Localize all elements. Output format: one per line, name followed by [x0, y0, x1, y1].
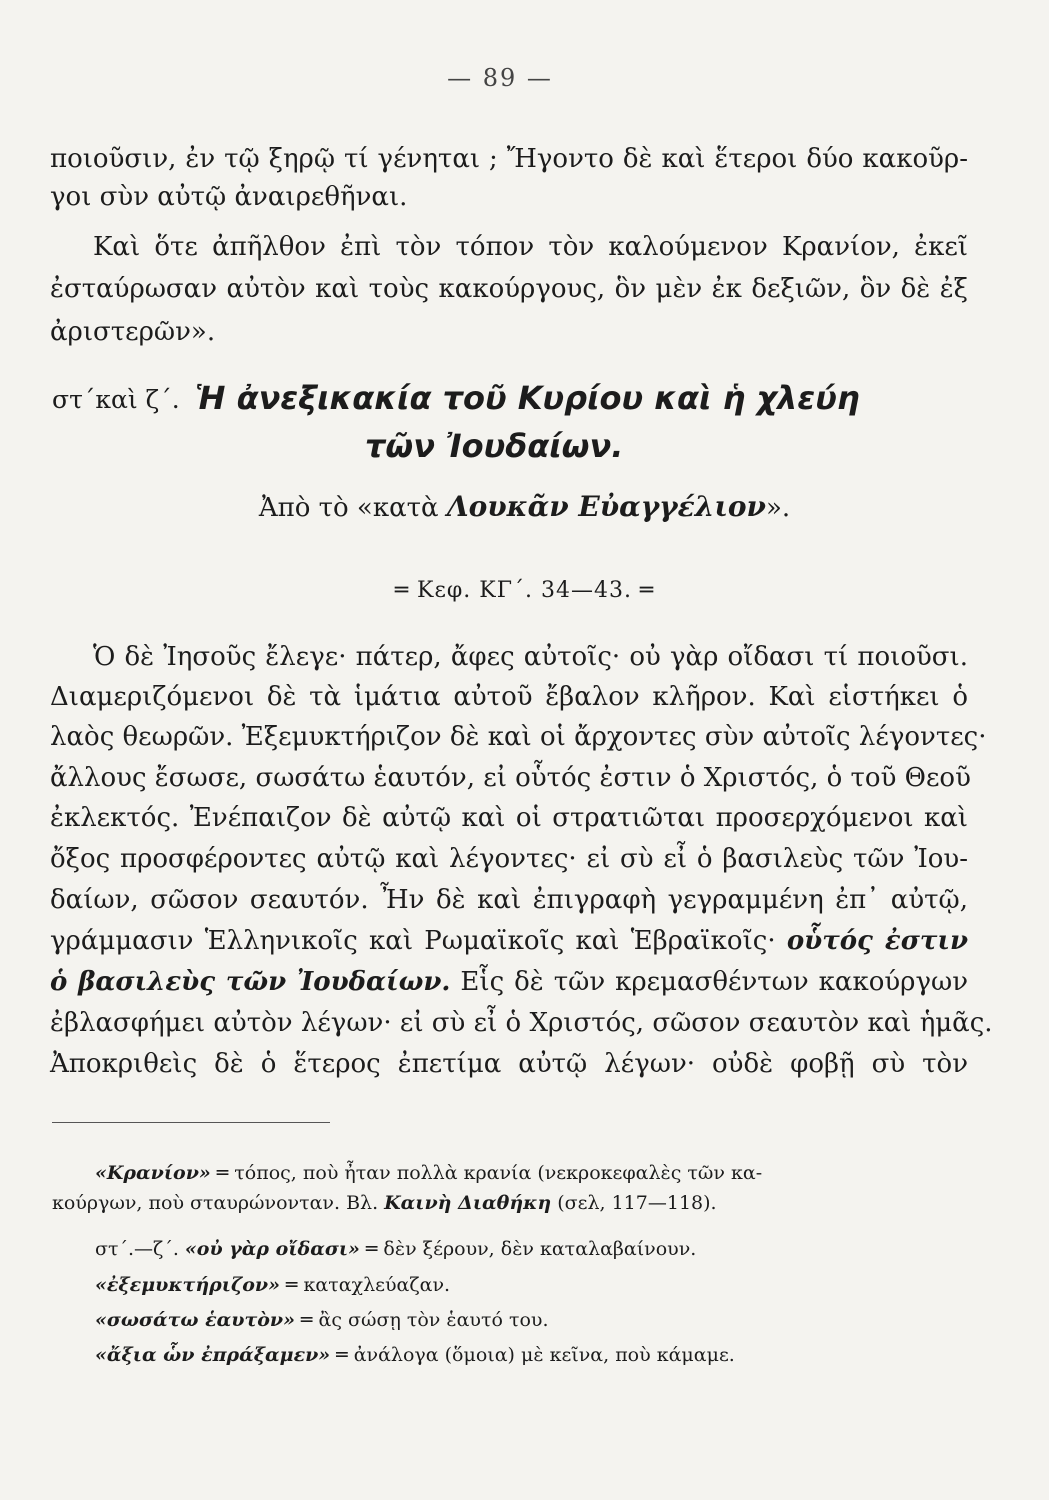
prev-line-2: γοι σὺν αὐτῷ ἀναιρεθῆναι.	[50, 182, 408, 212]
footnote-5	[95, 1340, 735, 1370]
text-line-7: δαίων, σῶσον σεαυτόν. Ἦν δὲ καὶ ἐπιγραφὴ γεγραμμένη ἐπ᾿ αὐτῷ,	[50, 885, 968, 915]
prev-line-3: Καὶ ὅτε ἀπῆλθον ἐπὶ τὸν τόπον τὸν καλούμενον Κρανίον, ἐκεῖ	[93, 232, 968, 262]
text-line-11: Ἀποκριθεὶς δὲ ὁ ἕτερος ἐπετίμα αὐτῷ λέγων· οὐδὲ φοβῇ σὺ τὸν	[50, 1049, 968, 1079]
text-line-10: ἐβλασφήμει αὐτὸν λέγων· εἰ σὺ εἶ ὁ Χριστός, σῶσον σεαυτὸν καὶ ἡμᾶς.	[50, 1008, 993, 1038]
footnote-3-text: ═ καταχλεύαζαν.	[286, 1274, 451, 1296]
text-line-8	[50, 924, 968, 958]
text-line-8-plain: γράμμασιν Ἑλληνικοῖς καὶ Ρωμαϊκοῖς καὶ Ἑβραϊκοῖς·	[50, 926, 776, 956]
text-line-2: Διαμεριζόμενοι δὲ τὰ ἱμάτια αὐτοῦ ἔβαλον κλῆρον. Καὶ εἱστήκει ὁ	[50, 682, 968, 712]
page-number: — 89 —	[447, 64, 553, 92]
footnote-1-ref: Καινὴ Διαθήκη	[384, 1192, 552, 1214]
footnote-4-term: «σωσάτω ἑαυτὸν»	[95, 1309, 295, 1331]
prev-line-5: ἀριστερῶν».	[50, 317, 216, 347]
footnote-1-cont	[52, 1188, 717, 1218]
footnote-2	[95, 1234, 696, 1264]
source-citation	[0, 490, 1049, 523]
footnote-1-cont-tail: (σελ, 117—118).	[557, 1192, 717, 1214]
section-title-line-1: Ἡ ἀνεξικακία τοῦ Κυρίου καὶ ἡ χλεύη	[195, 379, 860, 417]
section-title-line-2: τῶν Ἰουδαίων.	[365, 427, 624, 465]
text-line-9	[50, 965, 968, 999]
footnote-1-text: ═ τόπος, ποὺ ἦταν πολλὰ κρανία (νεκροκεφαλὲς τῶν κα-	[216, 1162, 763, 1184]
inscription-part-2: ὁ βασιλεὺς τῶν Ἰουδαίων.	[50, 967, 451, 997]
text-line-6: ὄξος προσφέροντες αὐτῷ καὶ λέγοντες· εἰ σὺ εἶ ὁ βασιλεὺς τῶν Ἰου-	[50, 844, 968, 874]
footnote-2-marker: στ΄.—ζ΄.	[95, 1238, 179, 1260]
footnote-4	[95, 1305, 549, 1335]
section-marker: στ΄καὶ ζ΄.	[52, 385, 180, 414]
prev-line-1: ποιοῦσιν, ἐν τῷ ξηρῷ τί γένηται ; Ἤγοντο δὲ καὶ ἕτεροι δύο κακοῦρ-	[50, 144, 968, 174]
footnote-3	[95, 1270, 450, 1300]
chapter-reference: ═ Κεφ. ΚΓ΄. 34—43. ═	[394, 578, 655, 603]
text-line-4: ἄλλους ἔσωσε, σωσάτω ἑαυτόν, εἰ οὗτός ἐστιν ὁ Χριστός, ὁ τοῦ Θεοῦ	[50, 763, 971, 793]
footnote-2-text: ═ δὲν ξέρουν, δὲν καταλαβαίνουν.	[365, 1238, 697, 1260]
footnote-4-text: ═ ἂς σώσῃ τὸν ἑαυτό του.	[301, 1309, 549, 1331]
prev-line-4: ἐσταύρωσαν αὐτὸν καὶ τοὺς κακούργους, ὃν μὲν ἐκ δεξιῶν, ὃν δὲ ἐξ	[50, 274, 968, 304]
source-suffix: ».	[765, 493, 791, 523]
footnote-1-term: «Κρανίον»	[95, 1162, 211, 1184]
source-title: Λουκᾶν Εὐαγγέλιον	[446, 490, 766, 523]
footnote-1-cont-text: κούργων, ποὺ σταυρώνονταν. Βλ.	[52, 1192, 379, 1214]
text-line-1: Ὁ δὲ Ἰησοῦς ἔλεγε· πάτερ, ἄφες αὐτοῖς· οὐ γὰρ οἴδασι τί ποιοῦσι.	[93, 642, 968, 672]
source-prefix: Ἀπὸ τὸ «κατὰ	[258, 493, 439, 523]
inscription-part-1: οὗτός ἐστιν	[786, 926, 968, 956]
text-line-5: ἐκλεκτός. Ἐνέπαιζον δὲ αὐτῷ καὶ οἱ στρατιῶται προσερχόμενοι καὶ	[50, 803, 968, 833]
footnote-3-term: «ἐξεμυκτήριζον»	[95, 1274, 280, 1296]
footnote-5-text: ═ ἀνάλογα (ὅμοια) μὲ κεῖνα, ποὺ κάμαμε.	[336, 1344, 735, 1366]
text-line-9-plain: Εἷς δὲ τῶν κρεμασθέντων κακούργων	[460, 967, 969, 997]
footnote-2-term: «οὐ γὰρ οἴδασι»	[184, 1238, 360, 1260]
text-line-3: λαὸς θεωρῶν. Ἐξεμυκτήριζον δὲ καὶ οἱ ἄρχοντες σὺν αὐτοῖς λέγοντες·	[50, 722, 987, 752]
footnote-1	[95, 1158, 762, 1188]
footnote-divider	[52, 1122, 330, 1123]
footnote-5-term: «ἄξια ὧν ἐπράξαμεν»	[95, 1344, 331, 1366]
